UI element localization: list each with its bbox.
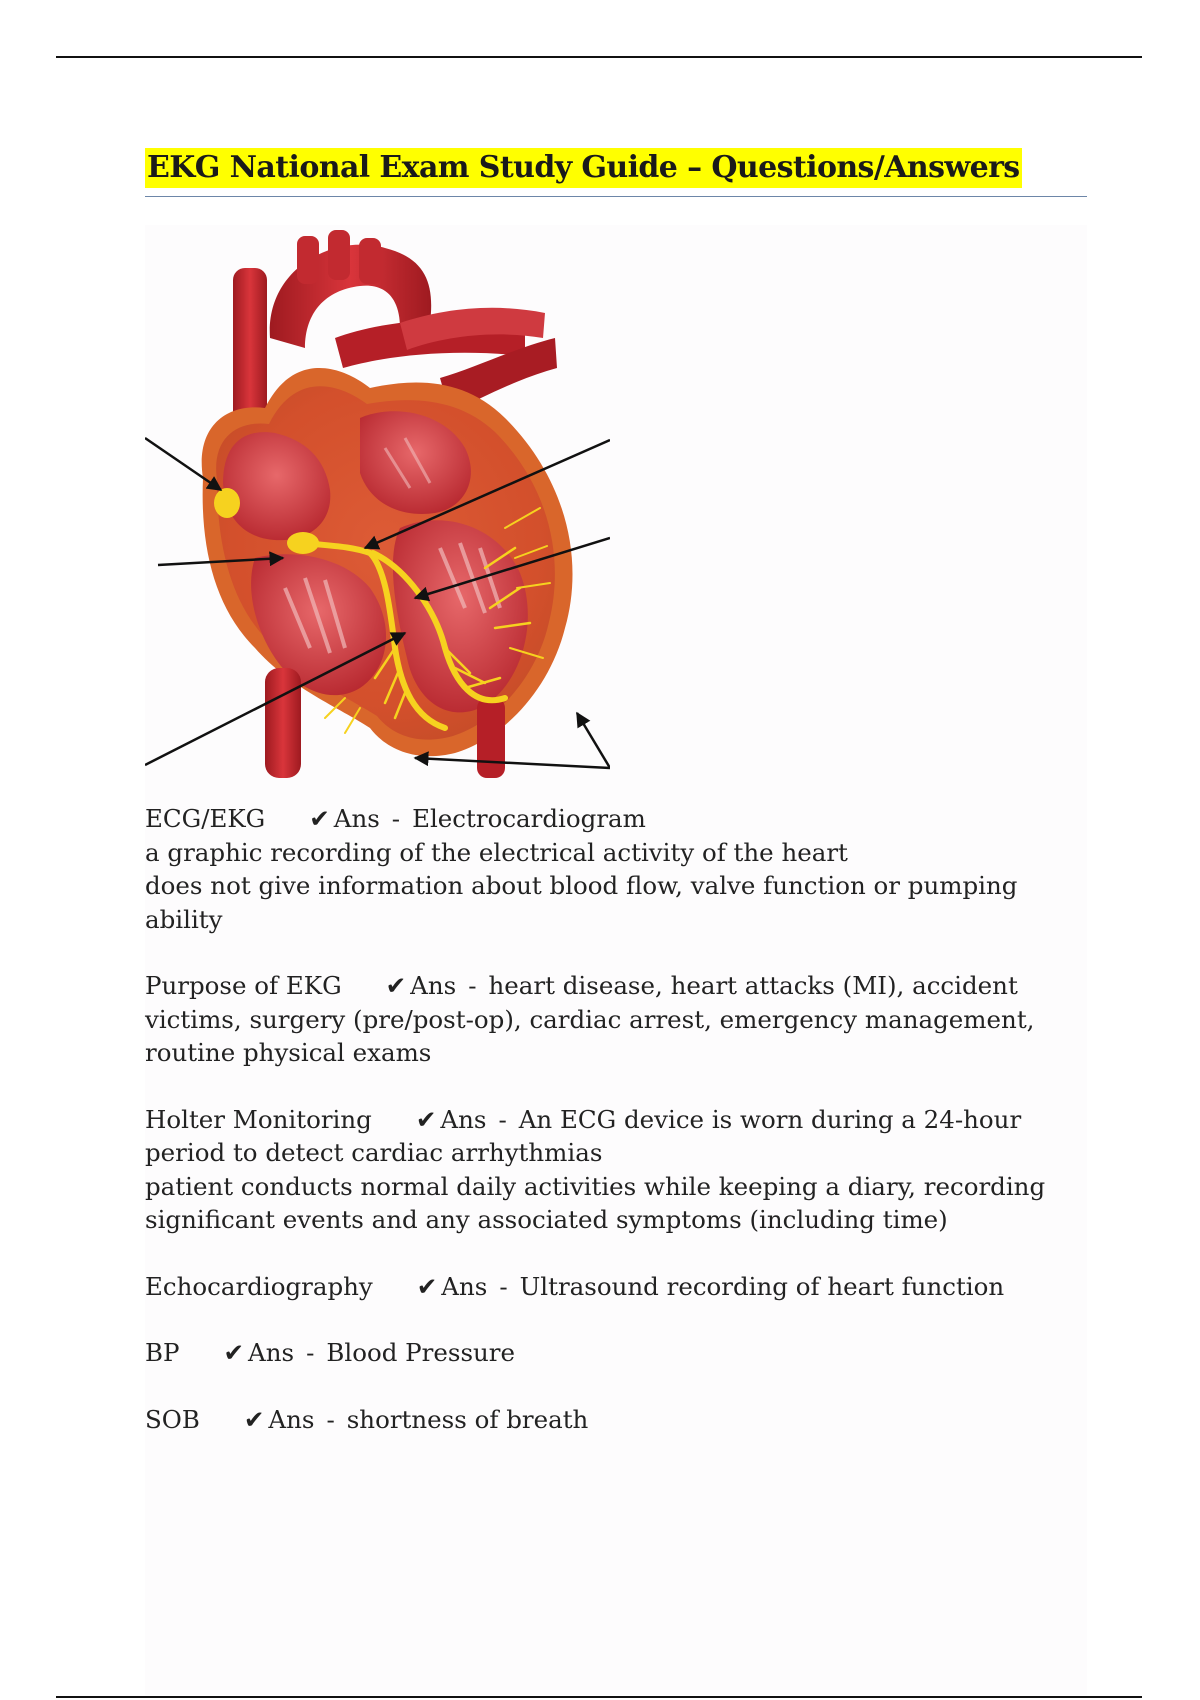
qa-question: Holter Monitoring bbox=[145, 1104, 372, 1134]
qa-question: SOB bbox=[145, 1404, 200, 1434]
arrow-purkinje-fibers-1 bbox=[415, 758, 610, 768]
qa-answer: heart disease, heart attacks (MI), accident victims, surgery (pre/post-op), cardiac arrest, emergency management, routine physical exams bbox=[145, 971, 1035, 1067]
ans-label: Ans bbox=[410, 971, 457, 1000]
heart-illustration bbox=[145, 228, 610, 783]
ans-separator: - bbox=[468, 971, 477, 1000]
check-icon: ✔ bbox=[223, 1338, 245, 1367]
qa-question: BP bbox=[145, 1338, 180, 1367]
page-top-rule bbox=[56, 56, 1142, 58]
check-icon: ✔ bbox=[385, 971, 407, 1000]
descending-aorta bbox=[477, 698, 505, 778]
ans-label: Ans bbox=[441, 1271, 488, 1301]
heart-conduction-figure bbox=[145, 228, 610, 783]
qa-item bbox=[145, 969, 1065, 1070]
av-node bbox=[287, 532, 319, 554]
check-icon: ✔ bbox=[309, 804, 330, 833]
sa-node bbox=[214, 488, 240, 518]
qa-extra: patient conducts normal daily activities while keeping a diary, recording significant events and any associated symptoms (including time) bbox=[145, 1171, 1046, 1234]
qa-answer: shortness of breath bbox=[346, 1404, 589, 1434]
qa-answer: Electrocardiogram bbox=[412, 804, 646, 833]
qa-question: Echocardiography bbox=[145, 1271, 373, 1301]
ans-label: Ans bbox=[440, 1104, 487, 1134]
ans-separator: - bbox=[499, 1271, 508, 1301]
qa-question: ECG/EKG bbox=[145, 804, 266, 833]
title-block bbox=[145, 148, 1087, 197]
arrow-purkinje-fibers-2 bbox=[577, 713, 610, 768]
qa-extra: a graphic recording of the electrical activity of the heart bbox=[145, 837, 848, 867]
inferior-vena-cava bbox=[265, 668, 301, 778]
qa-item bbox=[145, 1270, 1065, 1304]
qa-item bbox=[145, 1403, 1065, 1437]
ans-label: Ans bbox=[268, 1404, 315, 1434]
ans-separator: - bbox=[306, 1338, 315, 1367]
ans-separator: - bbox=[498, 1104, 507, 1134]
qa-list bbox=[145, 802, 1065, 1469]
ans-label: Ans bbox=[333, 804, 380, 833]
page-title: EKG National Exam Study Guide – Questions/Answers bbox=[145, 148, 1022, 188]
qa-answer: Blood Pressure bbox=[326, 1338, 516, 1367]
page-bottom-rule bbox=[56, 1696, 1142, 1698]
check-icon: ✔ bbox=[416, 1271, 438, 1301]
qa-item bbox=[145, 1336, 1065, 1370]
qa-extra: does not give information about blood flow, valve function or pumping ability bbox=[145, 871, 1018, 934]
qa-answer: Ultrasound recording of heart function bbox=[519, 1271, 1005, 1301]
qa-question: Purpose of EKG bbox=[145, 971, 342, 1000]
qa-item bbox=[145, 1103, 1065, 1237]
ans-separator: - bbox=[391, 804, 401, 833]
check-icon: ✔ bbox=[243, 1404, 265, 1434]
ans-separator: - bbox=[326, 1404, 335, 1434]
check-icon: ✔ bbox=[415, 1104, 437, 1134]
ans-label: Ans bbox=[248, 1338, 295, 1367]
qa-item bbox=[145, 802, 1065, 936]
qa-answer: An ECG device is worn during a 24-hour period to detect cardiac arrhythmias bbox=[145, 1104, 1022, 1167]
